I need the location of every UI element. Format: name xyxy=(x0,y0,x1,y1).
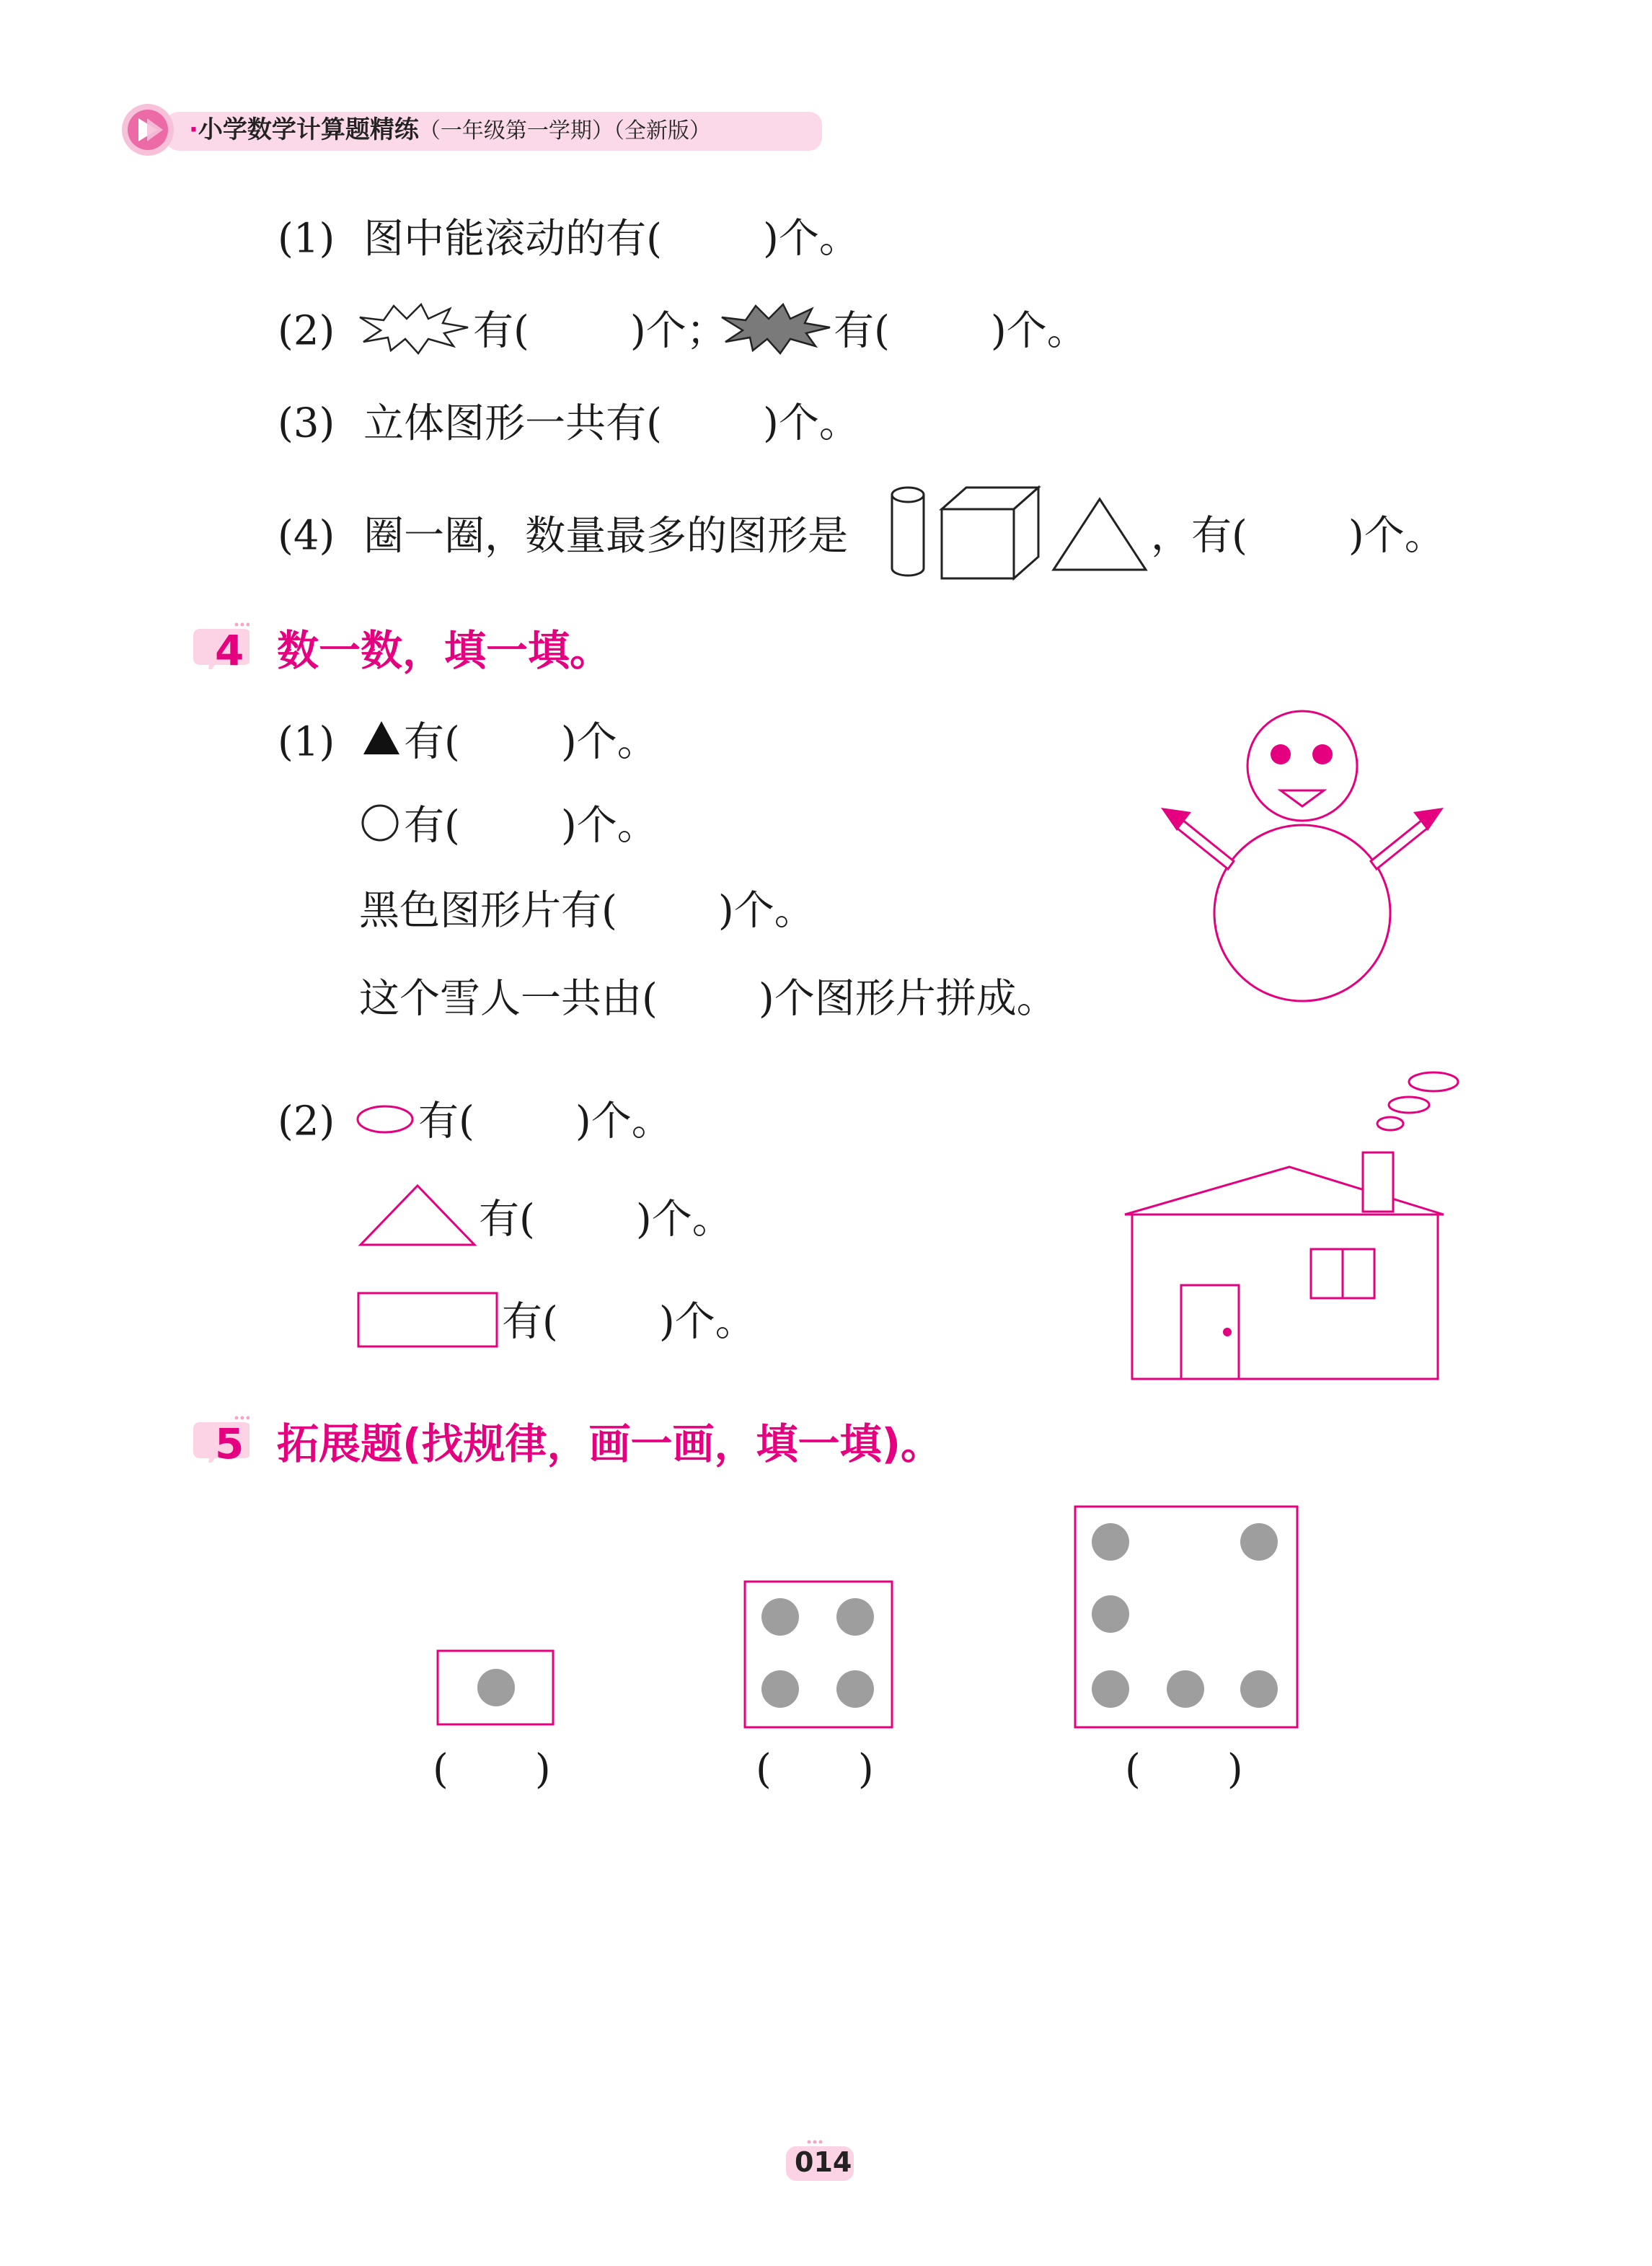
s4p2-ellipse-tail: )个。 xyxy=(575,1098,672,1145)
paren-open: ( xyxy=(1125,1746,1141,1793)
pattern-3-answer[interactable] xyxy=(1125,1744,1243,1796)
pink-rectangle-icon xyxy=(356,1291,500,1350)
cube-icon[interactable] xyxy=(937,483,1046,584)
q2-b-tail: )个。 xyxy=(990,307,1087,355)
pattern-dot xyxy=(836,1598,874,1636)
header-play-icon xyxy=(115,101,187,159)
q4-line-b xyxy=(1151,508,1445,563)
pattern-2-answer[interactable] xyxy=(756,1744,874,1796)
pattern-box-2 xyxy=(743,1579,896,1729)
s4p1-triangle xyxy=(404,714,658,769)
section5-number: 5 xyxy=(215,1419,244,1468)
q1-text: 图中能滚动的有( xyxy=(363,215,662,263)
paren-open: ( xyxy=(433,1746,449,1793)
s4p2-ellipse xyxy=(418,1093,672,1148)
q2-b-text: 有( xyxy=(834,307,890,355)
q3-number: (3) xyxy=(278,400,335,447)
pattern-dot xyxy=(1092,1595,1129,1633)
snowman-eye-right xyxy=(1312,744,1333,764)
q1-tail: )个。 xyxy=(763,215,860,263)
s4p1-triangle-line xyxy=(278,714,335,769)
s4p2-triangle-text: 有( xyxy=(479,1196,535,1243)
house-roof xyxy=(1125,1167,1444,1214)
q2-line xyxy=(278,303,335,358)
pattern-box-3 xyxy=(1073,1504,1301,1729)
s4p1-total-tail: )个图形片拼成。 xyxy=(758,975,1057,1023)
s4p1-black xyxy=(359,883,815,938)
pattern-dot xyxy=(761,1598,799,1636)
q4-mid: ，有( xyxy=(1151,512,1247,560)
pattern-dot xyxy=(1240,1523,1278,1561)
s4p1-total xyxy=(359,971,1057,1026)
q3-tail: )个。 xyxy=(763,400,860,447)
q1-number: (1) xyxy=(278,215,335,263)
s4p1-circle-tail: )个。 xyxy=(560,802,658,850)
pattern-box-1 xyxy=(436,1649,558,1728)
pink-ellipse-icon xyxy=(355,1103,417,1137)
q3-line xyxy=(278,395,860,450)
page-number: 014 xyxy=(795,2146,852,2178)
q2-a-text: 有( xyxy=(473,307,529,355)
q2-number: (2) xyxy=(278,307,335,355)
q2-b xyxy=(834,303,1087,358)
q4-tail: )个。 xyxy=(1348,512,1445,560)
section5-title: 拓展题(找规律，画一画，填一填)。 xyxy=(277,1419,943,1468)
s4p1-number: (1) xyxy=(278,718,335,766)
paren-close: ) xyxy=(857,1746,874,1793)
snowman-eye-left xyxy=(1271,744,1291,764)
s4p2-number: (2) xyxy=(278,1098,335,1145)
s4p1-triangle-tail: )个。 xyxy=(560,718,658,766)
snowman-body xyxy=(1214,825,1390,1001)
house-figure xyxy=(1118,1060,1478,1399)
pattern-dot xyxy=(1092,1523,1129,1561)
q4-line-a xyxy=(278,508,848,563)
paren-close: ) xyxy=(534,1746,551,1793)
s4p1-black-tail: )个。 xyxy=(717,887,815,935)
q1-line xyxy=(278,211,860,265)
paren-open: ( xyxy=(756,1746,772,1793)
pattern-dot xyxy=(477,1669,515,1706)
smoke-puff-small xyxy=(1377,1117,1403,1130)
s4p2-rectangle-tail: )个。 xyxy=(658,1298,756,1346)
s4p2-triangle-tail: )个。 xyxy=(635,1196,733,1243)
pattern-dot xyxy=(761,1670,799,1708)
q2-a-tail: )个； xyxy=(630,307,727,355)
q4-number: (4) xyxy=(278,512,335,560)
cylinder-icon[interactable] xyxy=(885,483,930,584)
circle-outline-icon xyxy=(359,802,401,844)
snowman-figure xyxy=(1139,700,1485,1017)
q2-a xyxy=(473,303,727,358)
smoke-puff-large xyxy=(1409,1072,1458,1091)
q3-text: 立体图形一共有( xyxy=(363,400,662,447)
s4p1-black-text: 黑色图形片有( xyxy=(359,887,617,935)
house-chimney xyxy=(1363,1152,1393,1212)
pattern-dot xyxy=(1167,1670,1204,1708)
pattern-dot xyxy=(1092,1670,1129,1708)
house-door-knob xyxy=(1223,1328,1232,1336)
header-title: ·小学数学计算题精练（一年级第一学期）（全新版） xyxy=(189,115,711,144)
s4p2-triangle xyxy=(479,1191,733,1246)
house-wall xyxy=(1132,1214,1438,1379)
starburst-filled-icon xyxy=(718,301,834,356)
s4p1-triangle-text: 有( xyxy=(404,718,460,766)
pattern-1-answer[interactable] xyxy=(433,1744,551,1796)
q4-text: 圈一圈，数量最多的图形是 xyxy=(363,512,849,560)
s4p1-total-text: 这个雪人一共由( xyxy=(359,975,658,1023)
smoke-puff-medium xyxy=(1389,1097,1429,1113)
pink-triangle-icon xyxy=(356,1181,479,1251)
s4p2-ellipse-text: 有( xyxy=(418,1098,474,1145)
black-triangle-icon xyxy=(361,718,402,759)
s4p1-circle xyxy=(404,798,658,852)
s4p1-circle-text: 有( xyxy=(404,802,460,850)
s4p2-rectangle-text: 有( xyxy=(502,1298,558,1346)
pattern-dot xyxy=(1240,1670,1278,1708)
s4p2-ellipse-line xyxy=(278,1093,335,1148)
s4p2-rectangle xyxy=(502,1294,756,1349)
triangle-outline-icon[interactable] xyxy=(1049,495,1150,576)
section4-title: 数一数，填一填。 xyxy=(277,626,612,675)
pattern-dot xyxy=(836,1670,874,1708)
starburst-outline-icon xyxy=(356,301,472,356)
header-subtitle: （一年级第一学期）（全新版） xyxy=(418,118,711,144)
paren-close: ) xyxy=(1227,1746,1243,1793)
header-title-text: 小学数学计算题精练 xyxy=(198,115,419,144)
section4-number: 4 xyxy=(215,626,244,675)
